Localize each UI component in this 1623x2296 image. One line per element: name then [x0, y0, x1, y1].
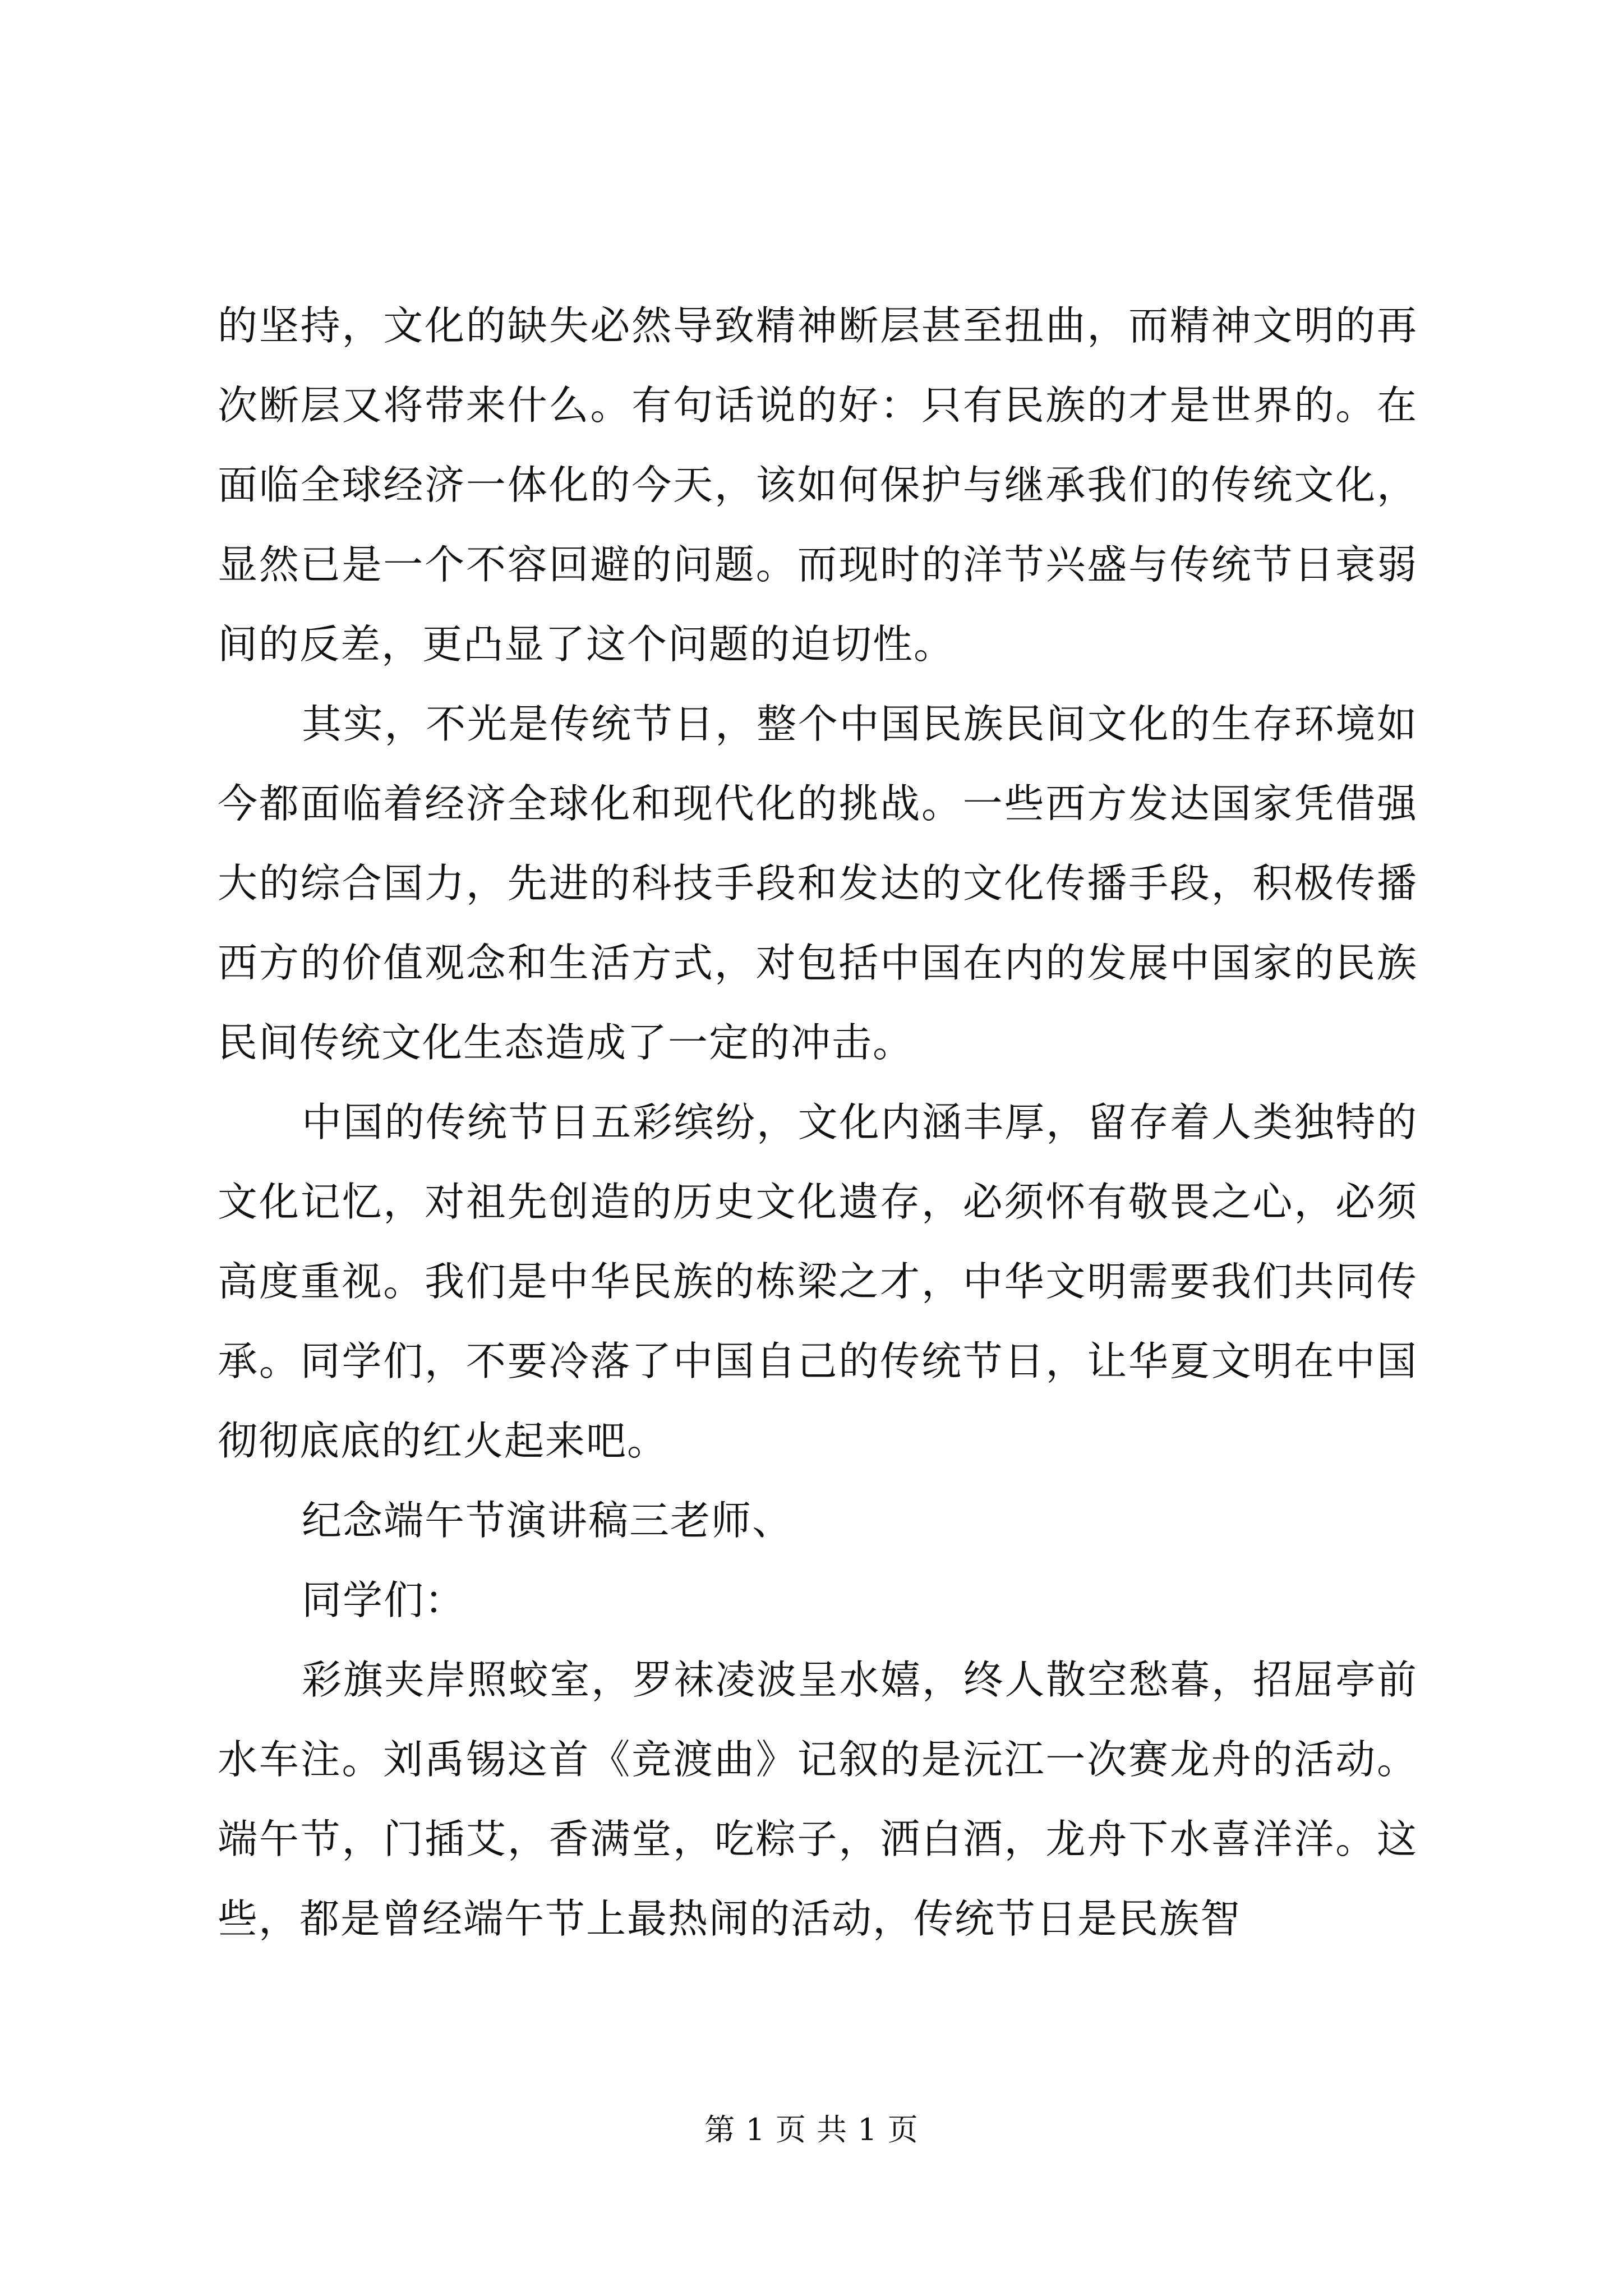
speech-salutation: 同学们： — [302, 1577, 466, 1623]
paragraph-globalization: 其实，不光是传统节日，整个中国民族民间文化的生存环境如今都面临着经济全球化和现代化的挑战。一些西方发达国家凭借强大的综合国力，先进的科技手段和发达的文化传播手段，积极传播西方的价值观念和生活方式，对包括中国在内的发展中国家的民族民间传统文化生态造成了一定的冲击。 — [218, 701, 1418, 1066]
paragraph-dragon-boat: 彩旗夹岸照蛟室，罗袜凌波呈水嬉，终人散空愁暮，招屈亭前水车注。刘禹锡这首《竞渡曲》记叙的是沅江一次赛龙舟的活动。端午节，门插艾，香满堂，吃粽子，洒白酒，龙舟下水喜洋洋。这些，都是曾经端午节上最热闹的活动，传统节日是民族智 — [218, 1657, 1418, 1942]
paragraph-tradition: 中国的传统节日五彩缤纷，文化内涵丰厚，留存着人类独特的文化记忆，对祖先创造的历史文化遗存，必须怀有敬畏之心，必须高度重视。我们是中华民族的栋梁之才，中华文明需要我们共同传承。同学们，不要冷落了中国自己的传统节日，让华夏文明在中国彻彻底底的红火起来吧。 — [218, 1099, 1418, 1464]
paragraph-continuation: 的坚持，文化的缺失必然导致精神断层甚至扭曲，而精神文明的再次断层又将带来什么。有句话说的好：只有民族的才是世界的。在面临全球经济一体化的今天，该如何保护与继承我们的传统文化，显然已是一个不容回避的问题。而现时的洋节兴盛与传统节日衰弱间的反差，更凸显了这个问题的迫切性。 — [218, 302, 1418, 668]
document-body — [218, 286, 1418, 1959]
speech-title: 纪念端午节演讲稿三老师、 — [302, 1497, 794, 1544]
page-footer — [0, 2110, 1623, 2150]
page-number: 第 1 页 共 1 页 — [704, 2112, 919, 2147]
